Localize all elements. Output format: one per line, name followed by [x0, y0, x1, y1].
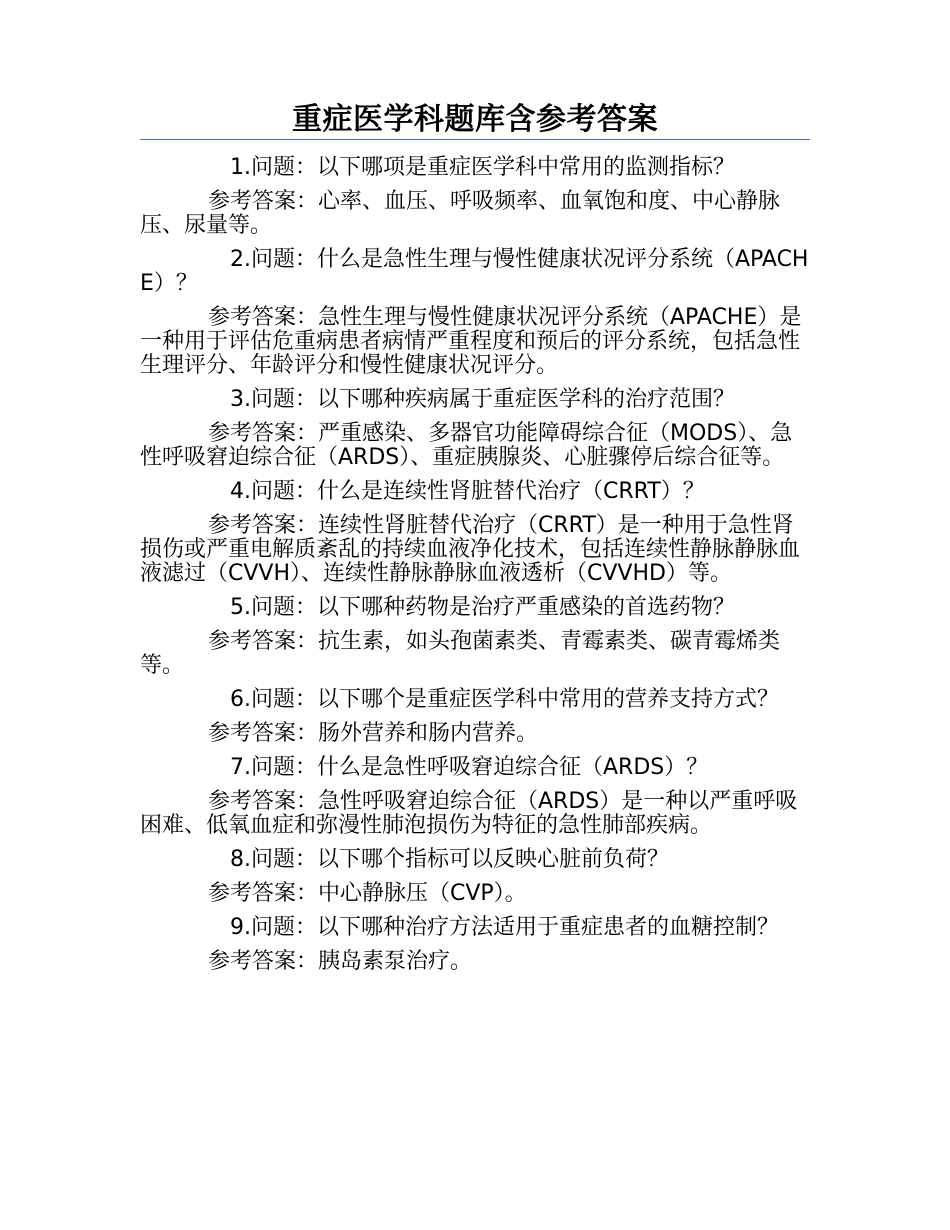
answer-6: 参考答案：肠外营养和肠内营养。: [208, 721, 539, 746]
question-number: 9.: [230, 915, 251, 940]
question-text: 问题：以下哪项是重症医学科中常用的监测指标？: [251, 155, 736, 180]
question-text: 问题：以下哪种药物是治疗严重感染的首选药物？: [251, 595, 736, 620]
question-number: 2.: [230, 247, 251, 272]
question-text: 问题：什么是急性呼吸窘迫综合征（ARDS）？: [251, 755, 709, 780]
answer-7: 参考答案：急性呼吸窘迫综合征（ARDS）是一种以严重呼吸困难、低氧血症和弥漫性肺泡损伤为特征的急性肺部疾病。: [140, 789, 798, 838]
answer-5: 参考答案：抗生素，如头孢菌素类、青霉素类、碳青霉烯类等。: [140, 629, 781, 678]
answer-9: 参考答案：胰岛素泵治疗。: [208, 949, 473, 974]
question-9: [140, 916, 810, 940]
title-underline: [140, 139, 810, 140]
question-3: [140, 388, 810, 412]
question-text: 问题：以下哪种治疗方法适用于重症患者的血糖控制？: [251, 915, 780, 940]
question-number: 7.: [230, 755, 251, 780]
question-8: [140, 848, 810, 872]
document-title: 重症医学科题库含参考答案: [292, 102, 658, 137]
question-number: 4.: [230, 479, 251, 504]
answer-4: 参考答案：连续性肾脏替代治疗（CRRT）是一种用于急性肾损伤或严重电解质紊乱的持续血液净化技术，包括连续性静脉静脉血液滤过（CVVH）、连续性静脉静脉血液透析（CVVHD）等。: [140, 513, 801, 586]
answer-2: 参考答案：急性生理与慢性健康状况评分系统（APACHE）是一种用于评估危重病患者病情严重程度和预后的评分系统，包括急性生理评分、年龄评分和慢性健康状况评分。: [140, 305, 802, 378]
question-number: 3.: [230, 387, 251, 412]
question-text: 问题：以下哪种疾病属于重症医学科的治疗范围？: [251, 387, 736, 412]
question-1: [140, 156, 810, 180]
question-2: [140, 248, 810, 296]
question-6: [140, 688, 810, 712]
answer-1: 参考答案：心率、血压、呼吸频率、血氧饱和度、中心静脉压、尿量等。: [140, 189, 781, 238]
question-number: 6.: [230, 687, 251, 712]
question-number: 5.: [230, 595, 251, 620]
answer-3: 参考答案：严重感染、多器官功能障碍综合征（MODS）、急性呼吸窘迫综合征（ARDS）、重症胰腺炎、心脏骤停后综合征等。: [140, 421, 793, 470]
question-number: 1.: [230, 155, 251, 180]
qa-list: [140, 156, 810, 984]
question-text: 问题：什么是连续性肾脏替代治疗（CRRT）？: [251, 479, 705, 504]
question-text: 问题：以下哪个指标可以反映心脏前负荷？: [251, 847, 670, 872]
question-text: 问题：以下哪个是重症医学科中常用的营养支持方式？: [251, 687, 780, 712]
question-7: [140, 756, 810, 780]
question-text: 问题：什么是急性生理与慢性健康状况评分系统（APACHE）？: [140, 247, 809, 296]
answer-8: 参考答案：中心静脉压（CVP）。: [208, 881, 527, 906]
question-4: [140, 480, 810, 504]
question-5: [140, 596, 810, 620]
question-number: 8.: [230, 847, 251, 872]
